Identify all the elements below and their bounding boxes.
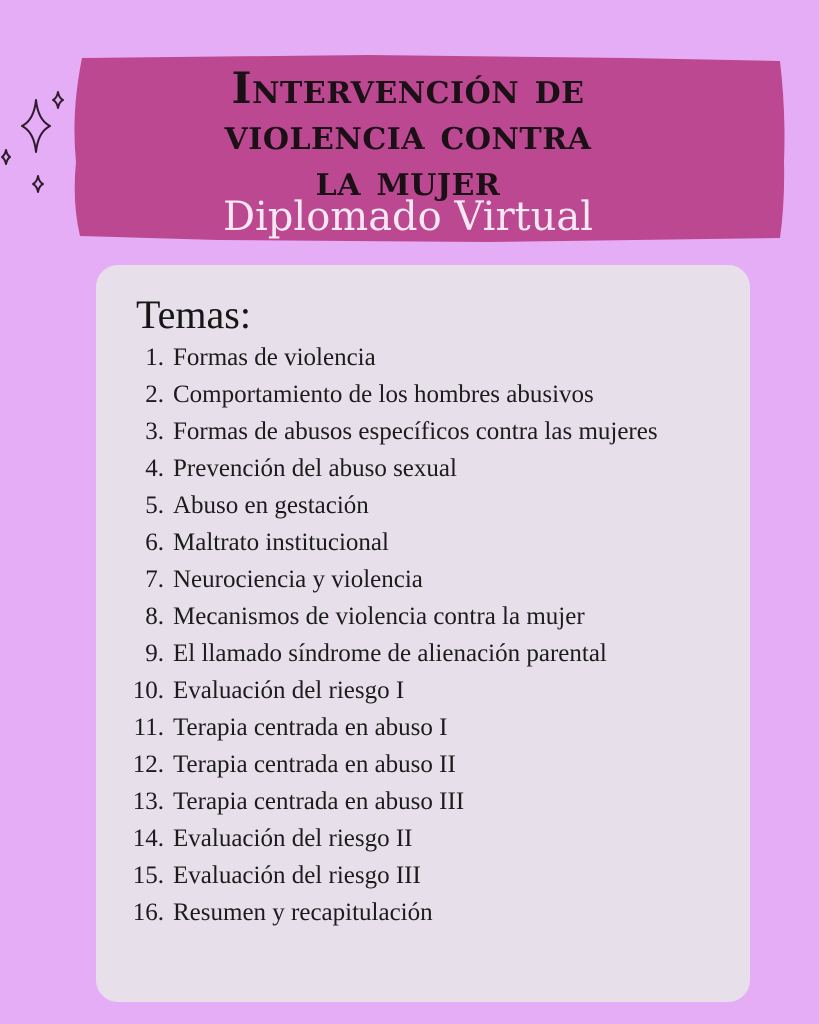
list-item (96, 413, 750, 450)
list-item-label: Neurociencia y violencia (173, 566, 423, 593)
list-item (96, 894, 750, 931)
list-item (96, 857, 750, 894)
list-item-label: Prevención del abuso sexual (173, 455, 457, 482)
list-item-number: 9. (145, 640, 164, 667)
list-item-number: 7. (145, 566, 164, 593)
list-item-label: Terapia centrada en abuso I (173, 714, 448, 741)
list-item-label: Formas de violencia (173, 344, 376, 371)
list-item (96, 339, 750, 376)
list-item (96, 376, 750, 413)
title-line-1: Intervención de (231, 64, 585, 114)
list-item-label: Abuso en gestación (173, 492, 369, 519)
list-item-label: Mecanismos de violencia contra la mujer (173, 603, 585, 630)
page-title (68, 66, 748, 204)
list-item-label: El llamado síndrome de alienación parental (173, 640, 607, 667)
list-item (96, 820, 750, 857)
list-item-label: Evaluación del riesgo III (173, 862, 421, 889)
list-item-label: Terapia centrada en abuso II (173, 751, 456, 778)
list-item-number: 14. (132, 825, 164, 852)
list-item-number: 10. (132, 677, 164, 704)
list-item-number: 13. (132, 788, 164, 815)
title-line-2: violencia contra (224, 110, 592, 160)
list-item-number: 3. (145, 418, 164, 445)
topics-heading: Temas: (136, 292, 251, 337)
list-item-label: Evaluación del riesgo I (173, 677, 405, 704)
list-item-number: 6. (145, 529, 164, 556)
list-item-number: 12. (132, 751, 164, 778)
title-banner (68, 52, 788, 244)
topics-list (96, 339, 750, 931)
list-item-label: Resumen y recapitulación (173, 899, 433, 926)
list-item (96, 709, 750, 746)
list-item-label: Terapia centrada en abuso III (173, 788, 465, 815)
list-item (96, 598, 750, 635)
list-item (96, 783, 750, 820)
list-item-number: 8. (145, 603, 164, 630)
list-item (96, 487, 750, 524)
list-item-number: 16. (132, 899, 164, 926)
list-item-label: Formas de abusos específicos contra las mujeres (173, 418, 658, 445)
list-item-number: 4. (145, 455, 164, 482)
list-item-label: Maltrato institucional (173, 529, 389, 556)
list-item (96, 746, 750, 783)
list-item-number: 15. (132, 862, 164, 889)
page-subtitle: Diplomado Virtual (222, 194, 594, 240)
list-item (96, 524, 750, 561)
list-item-number: 1. (145, 344, 164, 371)
list-item (96, 672, 750, 709)
list-item-number: 5. (145, 492, 164, 519)
topics-card (96, 265, 750, 1002)
list-item (96, 561, 750, 598)
list-item-number: 11. (133, 714, 164, 741)
list-item-label: Comportamiento de los hombres abusivos (173, 381, 594, 408)
list-item-number: 2. (145, 381, 164, 408)
list-item (96, 635, 750, 672)
title-line-3: la mujer (315, 156, 501, 206)
list-item-label: Evaluación del riesgo II (173, 825, 413, 852)
list-item (96, 450, 750, 487)
